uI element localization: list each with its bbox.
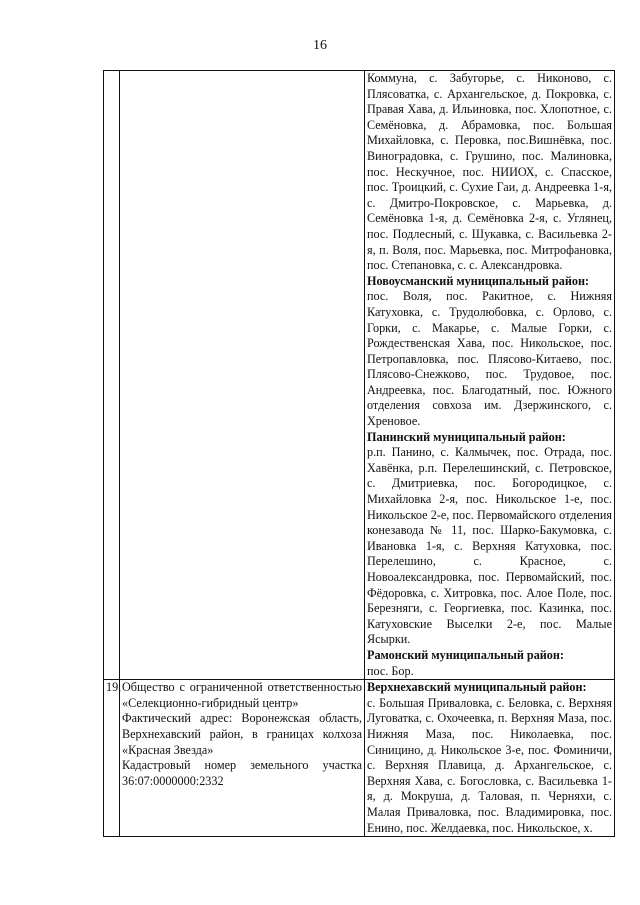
page-number: 16 xyxy=(313,38,327,53)
row-number: 19. xyxy=(104,680,120,837)
district-heading: Панинский муниципальный район: xyxy=(367,429,566,444)
number-cell xyxy=(104,71,120,680)
settlement-list: Коммуна, с. Забугорье, с. Никоново, с. Плясоватка, с. Архангельское, д. Покровка, с. Правая Хава, д. Ильиновка, пос. Хлопотное, с. Семёновка, д. Абрамовка, пос. Большая Михайловка, с. Перовка, пос.Вишнёвка, пос. Виноградовка, с. Грушино, пос. Малиновка, пос. Нескучное, пос. НИИОХ, с. Спасское, пос. Троицкий, с. Сухие Гаи, д. Андреевка 1-я, с. Дмитро-Покровское, с. Марьевка, д. Семёновка 1-я, д. Семёновка 2-я, с. Углянец, пос. Подлесный, с. Шукавка, с. Васильевка 2-я, п. Воля, пос. Марьевка, пос. Митрофановка, пос. Степановка, с. с. Александровка. xyxy=(367,71,612,273)
organization-address: Фактический адрес: Воронежская область, Верхнехавский район, в границах колхоза «Красная Звезда» xyxy=(122,711,362,757)
organization-name: Общество с ограниченной ответственностью «Селекционно-гибридный центр» xyxy=(122,680,362,710)
district-heading: Рамонский муниципальный район: xyxy=(367,647,564,662)
district-heading: Верхнехавский муниципальный район: xyxy=(367,680,587,695)
cadastral-number: Кадастровый номер земельного участка 36:07:0000000:2332 xyxy=(122,758,362,788)
settlement-list: р.п. Панино, с. Калмычек, пос. Отрада, пос. Хавёнка, р.п. Перелешинский, с. Петровское, с. Дмитриевка, пос. Богородицкое, с. Михайловка 2-я, пос. Никольское 1-е, пос. Никольское 2-е, пос. Первомайского отделения конезавода № 11, пос. Шарко-Бакумовка, с. Ивановка 1-я, с. Верхняя Катуховка, пос. Перелешино, с. Красное, с. Новоалександровка, пос. Первомайский, пос. Фёдоровка, с. Хитровка, пос. Алое Поле, пос. Березняги, с. Георгиевка, пос. Казинка, пос. Катуховские Выселки 2-е, пос. Малые Ясырки. xyxy=(367,445,612,647)
table-row-continued xyxy=(104,71,615,680)
territory-cell xyxy=(365,71,615,680)
table-row-19 xyxy=(104,680,615,837)
settlement-list: с. Большая Приваловка, с. Беловка, с. Верхняя Луговатка, с. Охочеевка, п. Верхняя Маза, пос. Нижняя Маза, пос. Николаевка, пос. Синицино, д. Никольское 3-е, пос. Фоминичи, с. Верхняя Плавица, д. Архангельское, с. Верхняя Хава, с. Богословка, с. Васильевка 1-я, д. Мокруша, д. Таловая, п. Черняхи, с. Малая Приваловка, пос. Владимировка, пос. Енино, пос. Желдаевка, пос. Никольское, х. xyxy=(367,695,612,835)
territory-cell xyxy=(365,680,615,837)
organization-cell xyxy=(120,71,365,680)
settlements-table xyxy=(103,70,615,837)
district-heading: Новоусманский муниципальный район: xyxy=(367,273,590,288)
settlement-list: пос. Воля, пос. Ракитное, с. Нижняя Катуховка, с. Трудолюбовка, с. Орлово, с. Горки, с. Макарье, с. Малые Горки, с. Рождественская Хава, пос. Никольское, пос. Петропавловка, пос. Плясово-Китаево, пос. Плясово-Снежково, пос. Трудовое, пос. Андреевка, пос. Благодатный, пос. Южного отделения совхоза им. Дзержинского, с. Хреновое. xyxy=(367,289,612,429)
organization-cell xyxy=(120,680,365,837)
settlement-list: пос. Бор. xyxy=(367,663,414,678)
